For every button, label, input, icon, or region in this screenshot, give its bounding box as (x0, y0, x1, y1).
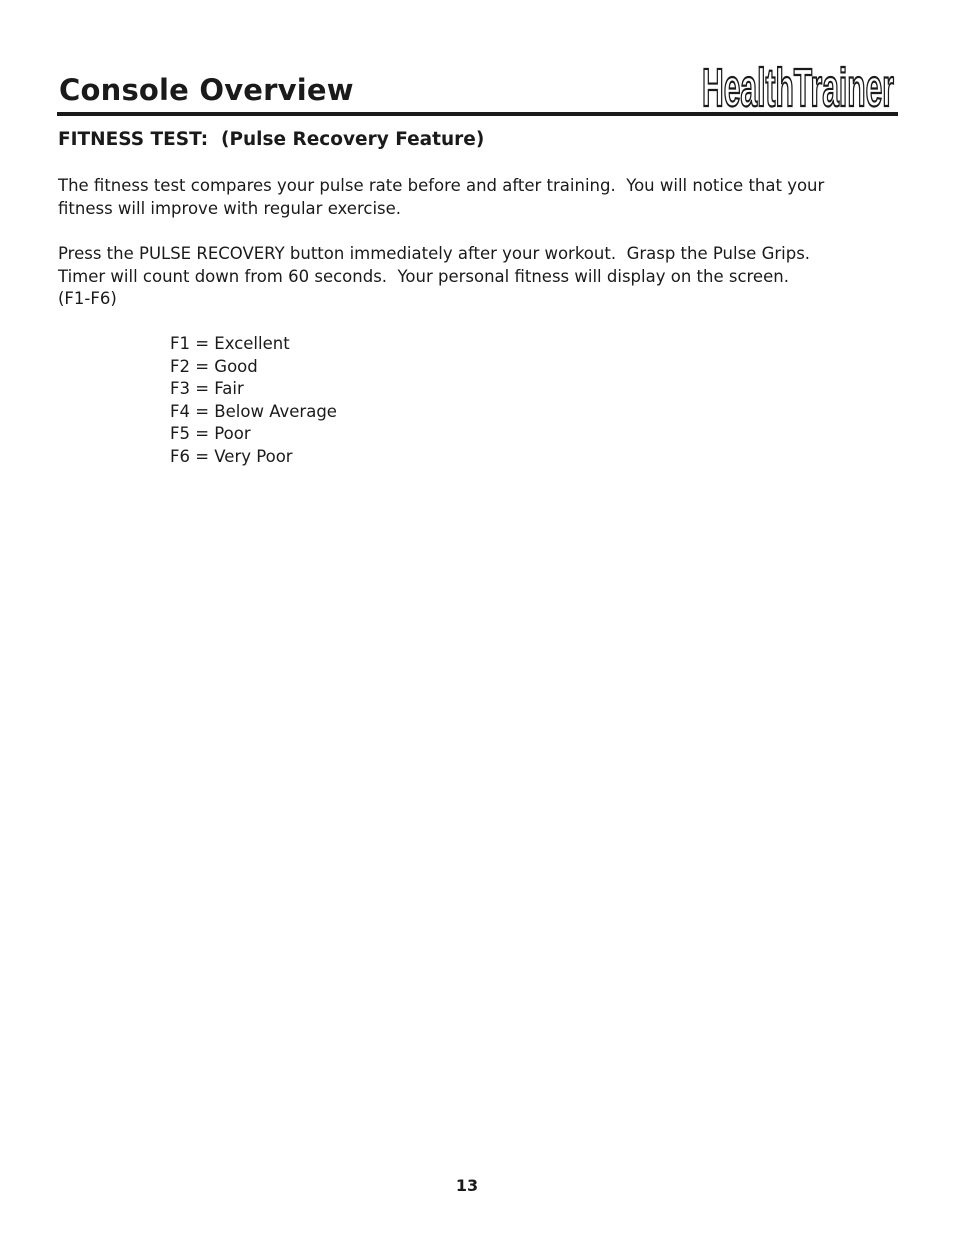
instructions-paragraph (58, 243, 888, 311)
page-title: Console Overview (59, 73, 354, 107)
paragraph-line: Timer will count down from 60 seconds. Your personal fitness will display on the screen. (58, 266, 789, 286)
rating-item-f5: F5 = Poor (170, 424, 251, 444)
logo-wordmark: HealthTrainer (702, 58, 894, 110)
fitness-rating-list (170, 333, 337, 469)
rating-item-f4: F4 = Below Average (170, 401, 337, 421)
rating-item-f6: F6 = Very Poor (170, 446, 293, 466)
rating-item-f3: F3 = Fair (170, 379, 244, 399)
paragraph-line: fitness will improve with regular exercise. (58, 198, 402, 218)
section-heading: FITNESS TEST: (Pulse Recovery Feature) (58, 129, 485, 150)
paragraph-line: The fitness test compares your pulse rate before and after training. You will notice that your (58, 176, 825, 195)
rating-item-f2: F2 = Good (170, 356, 258, 376)
rating-item-f1: F1 = Excellent (170, 334, 290, 353)
paragraph-line: Press the PULSE RECOVERY button immediately after your workout. Grasp the Pulse Grips. (58, 244, 811, 263)
page-number: 13 (455, 1176, 479, 1195)
healthtrainer-logo (700, 58, 896, 110)
paragraph-line: (F1-F6) (58, 289, 117, 308)
intro-paragraph (58, 175, 888, 220)
header-rule (57, 112, 898, 116)
